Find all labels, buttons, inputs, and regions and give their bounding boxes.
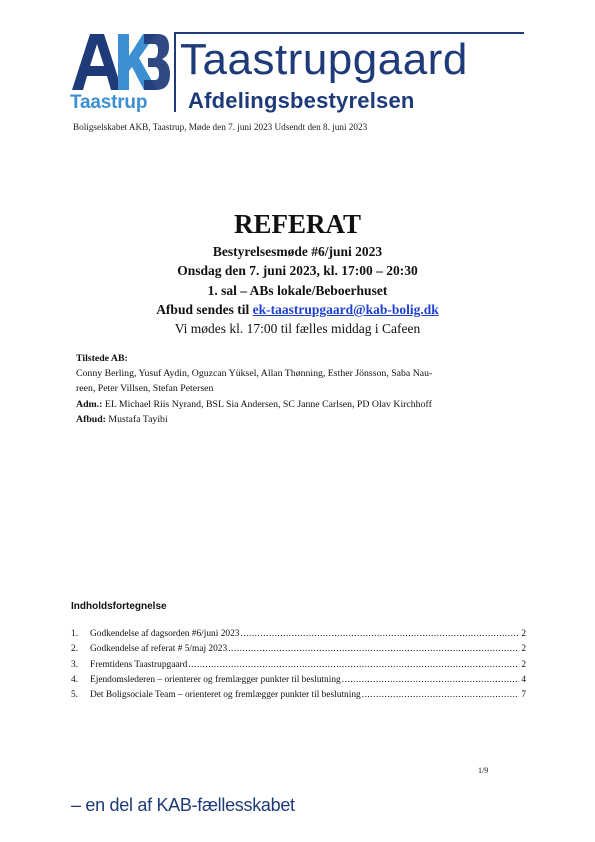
toc-item-page: 4 xyxy=(521,674,526,685)
adm-label: Adm.: xyxy=(76,399,103,410)
toc-item-number: 4. xyxy=(71,674,79,685)
adm-value: EL Michael Riis Nyrand, BSL Sia Andersen, SC Janne Carlsen, PD Olav Kirchhoff xyxy=(102,399,432,410)
absent-label: Afbud: xyxy=(76,414,106,425)
absent-value: Mustafa Tayibi xyxy=(105,414,168,425)
toc-leader xyxy=(362,690,519,700)
toc-item-number: 3. xyxy=(71,659,79,670)
dinner-note: Vi mødes kl. 17:00 til fælles middag i Cafeen xyxy=(174,321,421,336)
absence-notice-label: Afbud sendes til xyxy=(156,302,253,317)
toc-item[interactable] xyxy=(71,660,526,675)
toc-leader xyxy=(228,644,519,654)
toc-item[interactable] xyxy=(71,644,526,659)
toc-leader xyxy=(188,660,519,670)
footer-tagline: – en del af KAB-fællesskabet xyxy=(71,795,295,815)
toc-item-page: 2 xyxy=(521,659,526,670)
toc-item-text: Ejendomslederen – orienterer og fremlægger punkter til beslutning xyxy=(90,674,341,685)
toc-item-page: 7 xyxy=(521,690,526,701)
toc-item[interactable] xyxy=(71,690,526,705)
toc-item-text: Det Boligsociale Team – orienteret og fremlægger punkter til beslutning xyxy=(90,690,361,701)
toc-item[interactable] xyxy=(71,675,526,690)
meeting-location: 1. sal – ABs lokale/Beboerhuset xyxy=(207,283,388,298)
meeting-datetime: Onsdag den 7. juni 2023, kl. 17:00 – 20:30 xyxy=(177,263,418,278)
present-list-line1: Conny Berling, Yusuf Aydin, Oguzcan Yüksel, Allan Thønning, Esther Jönsson, Saba Nau- xyxy=(76,368,433,379)
toc-item-page: 2 xyxy=(521,644,526,655)
toc-item-number: 2. xyxy=(71,644,79,655)
akb-logo xyxy=(70,30,170,92)
administration-line xyxy=(76,398,521,413)
meeting-number: Bestyrelsesmøde #6/juni 2023 xyxy=(212,244,383,259)
logo-title: Taastrupgaard xyxy=(180,35,468,84)
toc-item-number: 1. xyxy=(71,629,79,639)
logo-divider xyxy=(174,32,176,112)
absence-notice xyxy=(0,302,595,318)
toc-item-page: 2 xyxy=(521,629,526,639)
absent-line xyxy=(76,413,521,428)
toc-item[interactable] xyxy=(71,629,526,644)
table-of-contents xyxy=(71,629,526,705)
toc-leader xyxy=(342,675,519,685)
present-label: Tilstede AB: xyxy=(76,353,128,364)
toc-item-text: Fremtidens Taastrupgaard xyxy=(90,659,188,670)
page-title: REFERAT xyxy=(233,209,361,239)
toc-heading: Indholdsfortegnelse xyxy=(71,601,167,612)
present-list-line2: reen, Peter Villsen, Stefan Petersen xyxy=(76,383,214,394)
absence-email-link[interactable]: ek-taastrupgaard@kab-bolig.dk xyxy=(252,302,439,317)
toc-leader xyxy=(240,629,519,639)
toc-item-text: Godkendelse af referat # 5/maj 2023 xyxy=(90,644,228,655)
toc-item-text: Godkendelse af dagsorden #6/juni 2023 xyxy=(90,629,240,639)
logo-subtitle: Afdelingsbestyrelsen xyxy=(188,88,415,113)
logo-taastrup-text: Taastrup xyxy=(70,92,148,113)
page-number: 1/9 xyxy=(478,766,489,775)
toc-item-number: 5. xyxy=(71,690,79,701)
meeting-meta: Boligselskabet AKB, Taastrup, Møde den 7. juni 2023 Udsendt den 8. juni 2023 xyxy=(73,122,368,132)
